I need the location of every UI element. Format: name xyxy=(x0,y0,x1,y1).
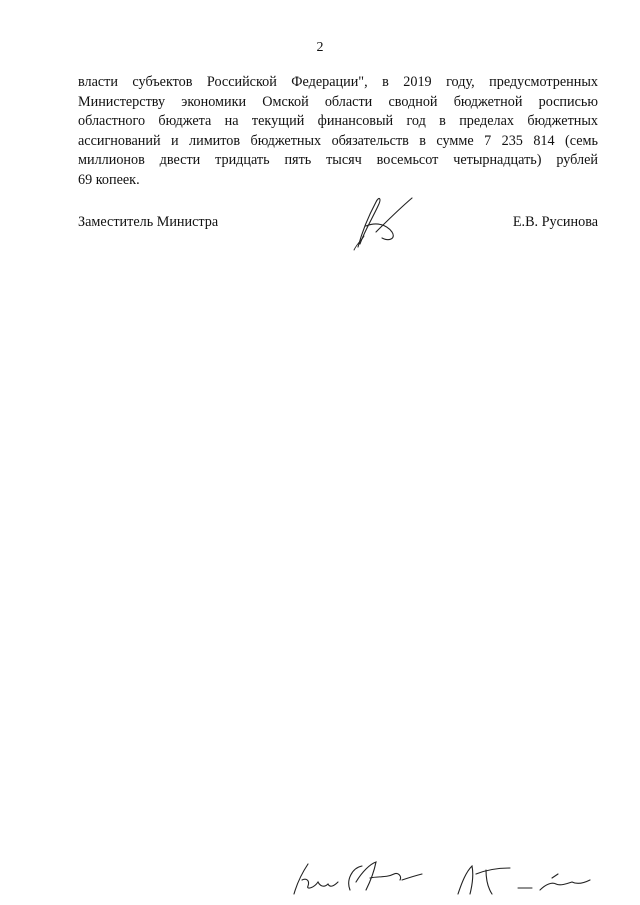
body-paragraph xyxy=(78,73,598,190)
signature-block xyxy=(78,212,598,252)
page-number: 2 xyxy=(316,40,324,55)
body-line: областного бюджета на текущий финансовый год в пределах бюджетных xyxy=(78,113,598,129)
signer-title: Заместитель Министра xyxy=(78,214,219,230)
body-line: ассигнований и лимитов бюджетных обязательств в сумме 7 235 814 (семь xyxy=(78,132,598,149)
signer-name: Е.В. Русинова xyxy=(512,214,598,230)
approval-initials xyxy=(290,850,610,900)
body-line: миллионов двести тридцать пять тысяч восемьсот четырнадцать) рублей xyxy=(78,152,598,168)
body-line: Министерству экономики Омской области сводной бюджетной росписью xyxy=(78,93,598,110)
handwritten-signature xyxy=(346,192,416,252)
body-line: власти субъектов Российской Федерации", в 2019 году, предусмотренных xyxy=(78,74,598,90)
body-line: 69 копеек. xyxy=(78,171,140,188)
